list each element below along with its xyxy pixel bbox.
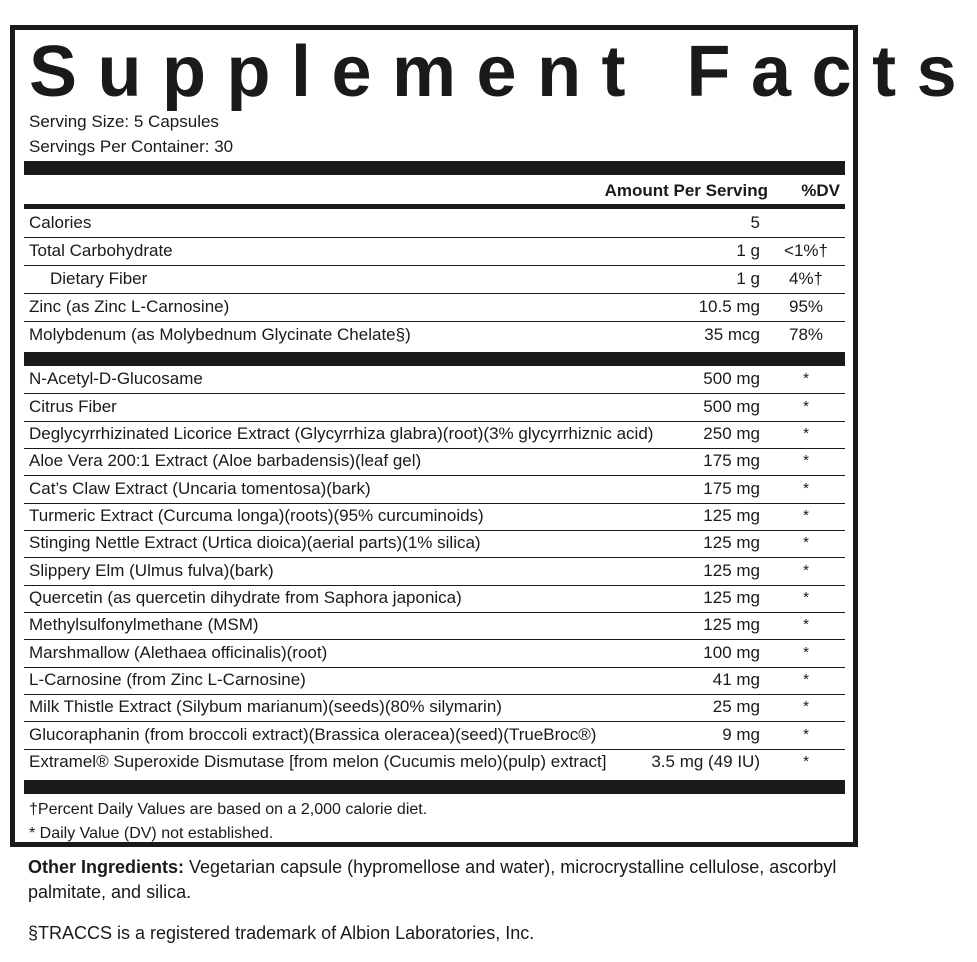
other-ingredients	[28, 855, 868, 905]
nutrient-dv: 78%	[788, 325, 824, 344]
ingredient-row	[24, 694, 845, 722]
nutrient-name: Calories	[29, 213, 92, 232]
ingredient-amount: 125 mg	[703, 615, 760, 634]
divider-thick	[24, 161, 845, 175]
ingredient-amount: 125 mg	[703, 588, 760, 607]
ingredient-dv: *	[803, 562, 809, 579]
nutrient-dv: 95%	[788, 297, 824, 316]
ingredient-row	[24, 394, 845, 422]
nutrient-dv: <1%†	[784, 241, 828, 260]
nutrient-name: Molybdenum (as Molybednum Glycinate Chelate§)	[29, 325, 411, 344]
ingredient-name: Slippery Elm (Ulmus fulva)(bark)	[29, 561, 274, 580]
nutrient-name: Total Carbohydrate	[29, 241, 173, 260]
dv-header: %DV	[801, 181, 840, 200]
nutrient-row	[24, 210, 845, 238]
amount-per-serving-header: Amount Per Serving	[604, 181, 768, 200]
ingredient-name: Glucoraphanin (from broccoli extract)(Brassica oleracea)(seed)(TrueBroc®)	[29, 725, 597, 744]
divider-medium	[24, 204, 845, 209]
ingredient-amount: 100 mg	[703, 643, 760, 662]
nutrient-amount: 1 g	[736, 241, 760, 260]
ingredient-amount: 175 mg	[703, 479, 760, 498]
other-ingredients-text: Vegetarian capsule (hypromellose and water), microcrystalline cellulose, ascorbyl palmitate, and silica.	[28, 857, 837, 902]
divider-thick	[24, 780, 845, 794]
ingredient-dv: *	[803, 698, 809, 715]
ingredient-amount: 41 mg	[712, 670, 760, 689]
ingredient-row	[24, 503, 845, 531]
ingredient-name: L-Carnosine (from Zinc L-Carnosine)	[29, 670, 306, 689]
ingredient-name: Stinging Nettle Extract (Urtica dioica)(aerial parts)(1% silica)	[29, 533, 481, 552]
ingredient-amount: 125 mg	[703, 561, 760, 580]
ingredient-dv: *	[803, 534, 809, 551]
ingredient-name: Cat’s Claw Extract (Uncaria tomentosa)(bark)	[29, 479, 371, 498]
percent-dv-footnote: †Percent Daily Values are based on a 2,000 calorie diet.	[29, 801, 428, 818]
nutrient-row	[24, 238, 845, 266]
ingredient-row	[24, 530, 845, 558]
nutrient-amount: 5	[750, 213, 760, 232]
nutrient-row	[24, 266, 845, 294]
nutrient-amount: 1 g	[736, 269, 760, 288]
ingredient-name: Extramel® Superoxide Dismutase [from melon (Cucumis melo)(pulp) extract]	[29, 752, 607, 771]
ingredient-row	[24, 722, 845, 750]
ingredient-name: Quercetin (as quercetin dihydrate from Saphora japonica)	[29, 588, 462, 607]
nutrient-dv: 4%†	[788, 269, 824, 288]
ingredient-row	[24, 640, 845, 668]
other-ingredients-label: Other Ingredients:	[28, 857, 185, 877]
ingredient-dv: *	[803, 616, 809, 633]
ingredient-row	[24, 476, 845, 504]
ingredient-dv: *	[803, 753, 809, 770]
supplement-facts-panel	[10, 25, 977, 847]
ingredient-amount: 125 mg	[703, 506, 760, 525]
ingredient-dv: *	[803, 370, 809, 387]
nutrient-row	[24, 294, 845, 322]
ingredient-name: Methylsulfonylmethane (MSM)	[29, 615, 259, 634]
ingredient-row	[24, 612, 845, 640]
ingredient-amount: 9 mg	[722, 725, 760, 744]
ingredient-dv: *	[803, 480, 809, 497]
ingredient-row	[24, 667, 845, 695]
nutrient-name: Dietary Fiber	[50, 269, 148, 288]
ingredient-row	[24, 558, 845, 586]
ingredient-amount: 500 mg	[703, 369, 760, 388]
ingredient-name: Turmeric Extract (Curcuma longa)(roots)(95% curcuminoids)	[29, 506, 484, 525]
ingredient-amount: 25 mg	[712, 697, 760, 716]
ingredient-row	[24, 421, 845, 449]
panel-title: Supplement Facts	[29, 32, 977, 112]
ingredient-amount: 3.5 mg (49 IU)	[651, 752, 760, 771]
ingredient-dv: *	[803, 726, 809, 743]
ingredient-row	[24, 749, 845, 776]
nutrient-name: Zinc (as Zinc L-Carnosine)	[29, 297, 230, 316]
ingredient-name: Citrus Fiber	[29, 397, 117, 416]
ingredient-amount: 250 mg	[703, 424, 760, 443]
ingredient-amount: 125 mg	[703, 533, 760, 552]
ingredient-dv: *	[803, 425, 809, 442]
ingredient-dv: *	[803, 398, 809, 415]
ingredient-dv: *	[803, 452, 809, 469]
ingredient-name: Aloe Vera 200:1 Extract (Aloe barbadensis)(leaf gel)	[29, 451, 422, 470]
nutrient-amount: 10.5 mg	[698, 297, 760, 316]
servings-per-container: Servings Per Container: 30	[29, 137, 234, 156]
serving-size: Serving Size: 5 Capsules	[29, 112, 219, 131]
dv-not-established-footnote: * Daily Value (DV) not established.	[29, 825, 274, 842]
ingredient-name: Marshmallow (Alethaea officinalis)(root)	[29, 643, 328, 662]
nutrient-row	[24, 322, 845, 349]
ingredient-name: Milk Thistle Extract (Silybum marianum)(seeds)(80% silymarin)	[29, 697, 502, 716]
ingredient-dv: *	[803, 507, 809, 524]
ingredient-row	[24, 585, 845, 613]
ingredient-row	[24, 448, 845, 476]
ingredient-dv: *	[803, 671, 809, 688]
trademark-note: §TRACCS is a registered trademark of Albion Laboratories, Inc.	[28, 923, 535, 943]
ingredient-dv: *	[803, 644, 809, 661]
ingredient-amount: 500 mg	[703, 397, 760, 416]
divider-thick	[24, 352, 845, 366]
ingredient-dv: *	[803, 589, 809, 606]
ingredient-row	[24, 366, 845, 394]
ingredient-name: Deglycyrrhizinated Licorice Extract (Glycyrrhiza glabra)(root)(3% glycyrrhiznic acid)	[29, 424, 654, 443]
ingredient-name: N-Acetyl-D-Glucosame	[29, 369, 203, 388]
nutrient-amount: 35 mcg	[704, 325, 760, 344]
ingredient-amount: 175 mg	[703, 451, 760, 470]
